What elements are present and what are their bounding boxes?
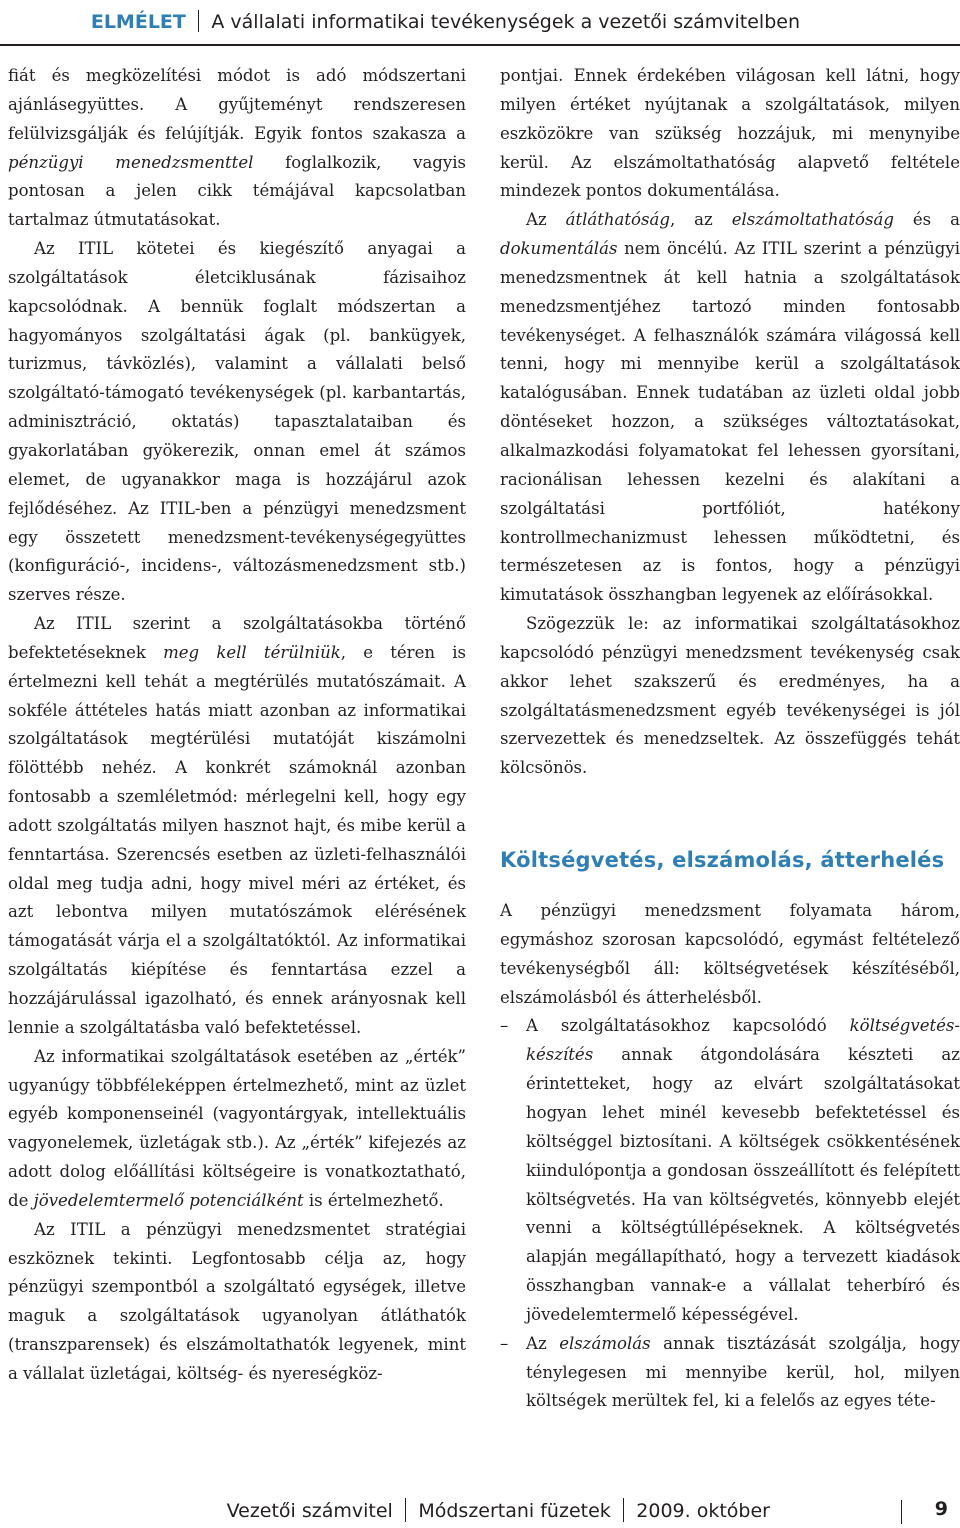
- running-header: [91, 10, 800, 33]
- dash-bullet: –: [500, 1333, 509, 1353]
- section-heading: Költségvetés, elszámolás, átterhelés: [500, 848, 945, 873]
- dash-bullet: –: [500, 1016, 509, 1036]
- footer-info: [227, 1498, 770, 1522]
- series-name: Módszertani füzetek: [418, 1500, 611, 1522]
- header-rule: [0, 44, 960, 46]
- paragraph: Szögezzük le: az informatikai szolgáltatásokhoz kapcsolódó pénzügyi menedzsment tevékenység csak akkor lehet szakszerű és eredményes, ha a szolgáltatásmenedzsment egyéb tevékenységei is jól szervezettek és menedzseltek. Az összefüggés tehát kölcsönös.: [500, 614, 960, 778]
- right-column: [500, 62, 960, 1416]
- left-column: [8, 62, 466, 1389]
- paragraph: Az átláthatóság, az elszámoltathatóság és a dokumentálás nem öncélú. Az ITIL szerint a pénzügyi menedzsmentnek át kell hatnia a szolgáltatások menedzsmentjéhez tartozó minden fontosabb tevékenységet. A felhasználók számára világossá kell tenni, hogy mi mennyibe kerül a szolgáltatások katalógusában. Ennek tudatában az üzleti oldal jobb döntéseket hozzon, a szükséges változtatásokat, alkalmazkodási folyamatokat fel lehessen gyorsítani, racionálisan lehessen kezelni és alakítani a szolgáltatási portfóliót, hatékony kontrollmechanizmust lehessen működtetni, és természetesen az is fontos, hogy a pénzügyi kimutatások összhangban legyenek az előírásokkal.: [500, 210, 960, 605]
- section-label: ELMÉLET: [90, 11, 186, 33]
- paragraph: fiát és megközelítési módot is adó módszertani ajánlásegyüttes. A gyűjteményt rendszeresen felülvizsgálják és felújítják. Egyik fontos szakasza a pénzügyi menedzsmenttel foglalkozik, vagyis pontosan a jelen cikk témájával kapcsolatban tartalmaz útmutatásokat.: [8, 66, 466, 230]
- paragraph: A pénzügyi menedzsment folyamata három, egymáshoz szorosan kapcsolódó, egymást feltételező tevékenységből áll: költségvetések készítéséből, elszámolásból és átterhelésből.: [500, 901, 960, 1007]
- issue-date: 2009. október: [636, 1500, 770, 1522]
- footer-separator: [405, 1498, 407, 1522]
- list-item: – A szolgáltatásokhoz kapcsolódó költségvetés-készítés annak átgondolására készteti az érintetteket, hogy az elvárt szolgáltatásokat hogyan lehet minél kevesebb befektetéssel és költséggel biztosítani. A költségek csökkentésének kiindulópontja a gondosan összeállított és felépített költségvetés. Ha van költségvetés, könnyebb elejét venni a költségtúllépéseknek. A költségvetés alapján megállapítható, hogy a tervezett kiadások összhangban vannak-e a vállalat teherbíró és jövedelemtermelő képességével.: [500, 1012, 960, 1329]
- page-footer: [0, 1488, 960, 1528]
- list-item: – Az elszámolás annak tisztázását szolgálja, hogy ténylegesen mi mennyibe kerül, hol, milyen költségek merültek fel, ki a felelős az egyes téte-: [500, 1330, 960, 1417]
- page-number-separator: [901, 1500, 903, 1524]
- journal-name: Vezetői számvitel: [226, 1500, 393, 1522]
- header-title: A vállalati informatikai tevékenységek a vezetői számvitelben: [211, 11, 800, 33]
- paragraph: Az ITIL a pénzügyi menedzsmentet stratégiai eszköznek tekinti. Legfontosabb célja az, hogy pénzügyi szempontból a szolgáltató egységek, illetve maguk a szolgáltatások ugyanolyan átláthatók (transzparensek) és elszámoltathatók legyenek, mint a vállalat üzletágai, költség- és nyereségköz-: [8, 1219, 466, 1383]
- paragraph: pontjai. Ennek érdekében világosan kell látni, hogy milyen értéket nyújtanak a szolgáltatások, milyen eszközökre van szükség hozzájuk, mi menynyibe kerül. Az elszámoltathatóság alapvető feltétele mindezek pontos dokumentálása.: [500, 66, 960, 201]
- paragraph: Az informatikai szolgáltatások esetében az „érték” ugyanúgy többféleképpen értelmezhető, mint az üzlet egyéb komponenseinél (vagyontárgyak, intellektuális vagyonelemek, üzletágak stb.). Az „érték” kifejezés az adott dolog előállítási költségeire is vonatkoztatható, de jövedelemtermelő potenciálként is értelmezhető.: [8, 1046, 466, 1210]
- paragraph: Az ITIL szerint a szolgáltatásokba történő befektetéseknek meg kell térülniük, e téren is értelmezni kell tehát a megtérülés mutatószámait. A sokféle áttételes hatás miatt azonban az informatikai szolgáltatások megtérülési mutatóját kiszámolni fölöttébb nehéz. A konkrét számoknál azonban fontosabb a szemléletmód: mérlegelni kell, hogy egy adott szolgáltatás milyen hasznot hajt, és mibe kerül a fenntartása. Szerencsés esetben az üzleti-felhasználói oldal meg tudja adni, hogy mivel méri az értéket, és azt lebontva milyen mutatószámok elérésének támogatását várja el a szolgáltatóktól. Az informatikai szolgáltatás kiépítése és fenntartása ezzel a hozzájárulással igazolható, és ennek arányosnak kell lennie a szolgáltatásba való befektetéssel.: [8, 614, 466, 1037]
- page-header: [0, 0, 960, 52]
- paragraph: Az ITIL kötetei és kiegészítő anyagai a szolgáltatások életciklusának fázisaihoz kapcsolódnak. A bennük foglalt módszertan a hagyományos szolgáltatási ágak (pl. bankügyek, turizmus, távközlés), valamint a vállalati belső szolgáltató-támogató tevékenységek (pl. karbantartás, adminisztráció, oktatás) tapasztalataiban és gyakorlatában gyökerezik, onnan emel át számos elemet, de ugyanakkor maga is hozzájárul azok fejlődéséhez. Az ITIL-ben a pénzügyi menedzsment egy összetett menedzsment-tevékenységegyüttes (konfiguráció-, incidens-, változásmenedzsment stb.) szerves része.: [8, 239, 466, 605]
- footer-separator: [623, 1498, 625, 1522]
- header-separator: [198, 10, 200, 32]
- page-number: 9: [934, 1498, 948, 1520]
